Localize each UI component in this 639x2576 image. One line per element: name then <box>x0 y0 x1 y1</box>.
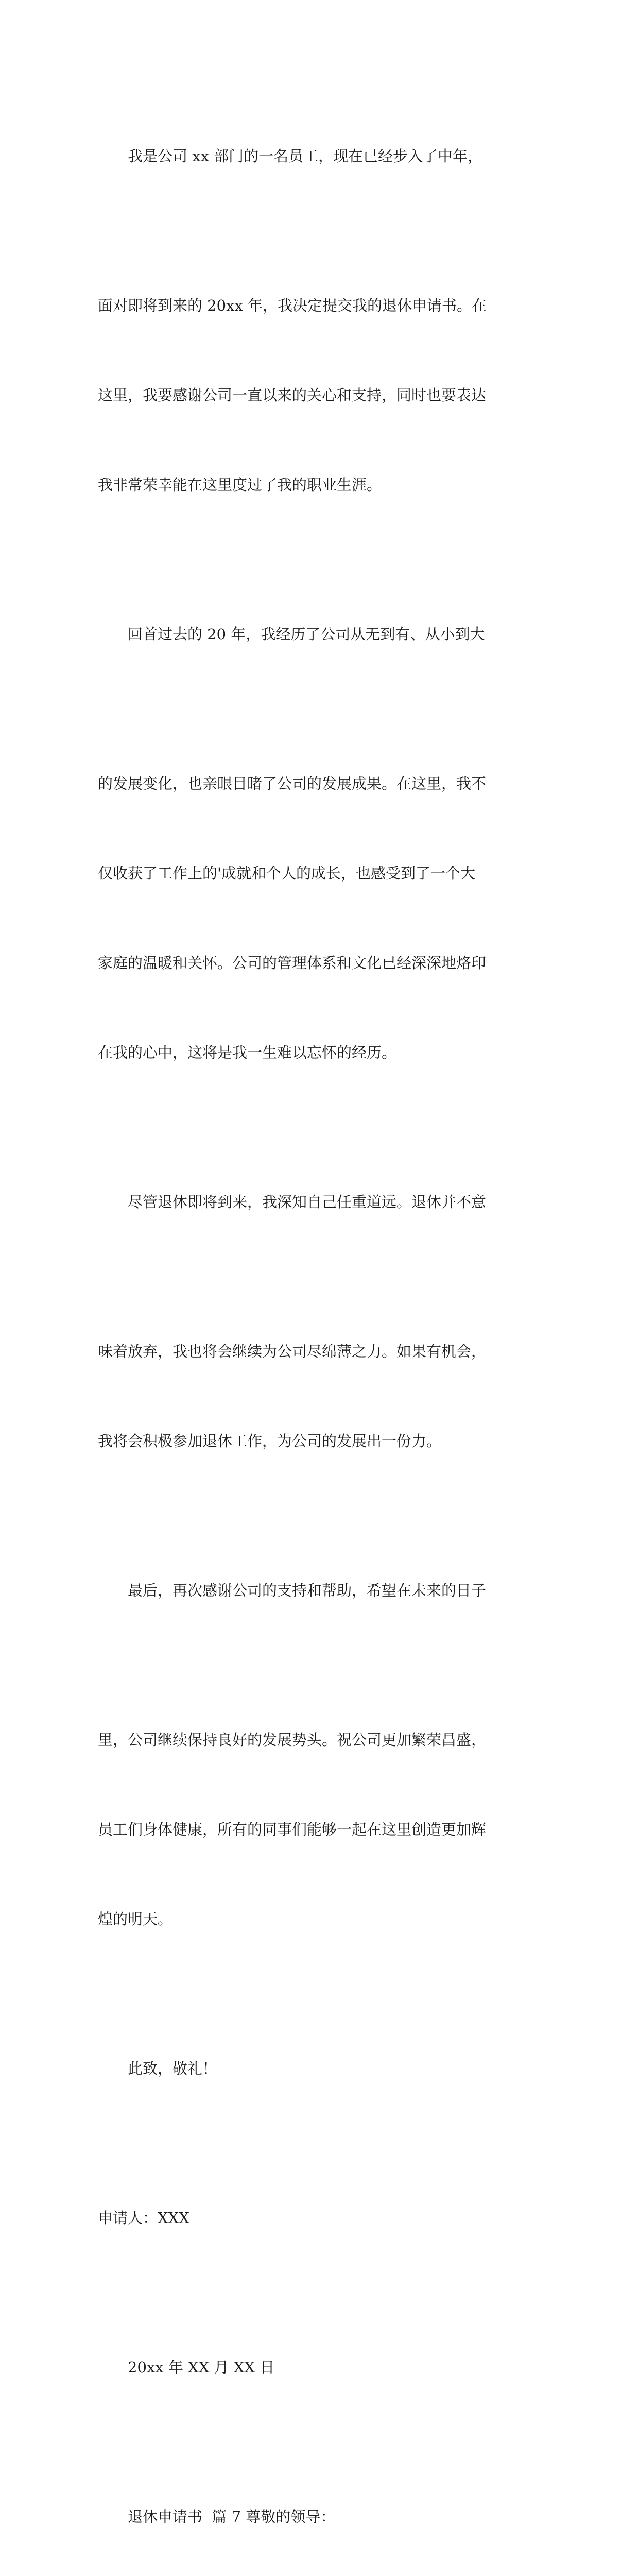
text-line: 的发展变化，也亲眼目睹了公司的发展成果。在这里，我不 <box>98 775 487 792</box>
text-line: 里，公司继续保持良好的发展势头。祝公司更加繁荣昌盛， <box>98 1731 487 1749</box>
text-line: 我将会积极参加退休工作，为公司的发展出一份力。 <box>98 1432 442 1450</box>
applicant-signature <box>98 2143 546 2293</box>
text-line: 我是公司 xx 部门的一名员工，现在已经步入了中年， <box>128 147 483 165</box>
text-line: 员工们身体健康，所有的同事们能够一起在这里创造更加辉 <box>98 1821 487 1838</box>
paragraph-3-cont <box>98 1277 546 1516</box>
letter-date <box>98 2293 546 2442</box>
next-letter-title <box>98 2442 546 2576</box>
text-line: 味着放弃，我也将会继续为公司尽绵薄之力。如果有机会， <box>98 1343 487 1360</box>
text-line: 尽管退休即将到来，我深知自己任重道远。退休并不意 <box>128 1193 487 1211</box>
paragraph-1-cont <box>98 231 546 560</box>
paragraph-4 <box>98 1516 546 1665</box>
paragraph-1 <box>98 81 546 231</box>
text-line: 煌的明天。 <box>98 1910 173 1928</box>
text-line: 最后，再次感谢公司的支持和帮助，希望在未来的日子 <box>128 1582 487 1599</box>
text-line: 家庭的温暖和关怀。公司的管理体系和文化已经深深地烙印 <box>98 954 487 972</box>
paragraph-2-cont <box>98 709 546 1127</box>
document-body <box>98 81 546 2576</box>
text-line: 我非常荣幸能在这里度过了我的职业生涯。 <box>98 476 382 494</box>
paragraph-2 <box>98 560 546 709</box>
text-line: 退休申请书 篇 7 尊敬的领导： <box>128 2508 336 2526</box>
paragraph-4-cont <box>98 1665 546 1994</box>
text-line: 仅收获了工作上的'成就和个人的成长，也感受到了一个大 <box>98 865 475 882</box>
text-line: 这里，我要感谢公司一直以来的关心和支持，同时也要表达 <box>98 386 487 404</box>
text-line: 在我的心中，这将是我一生难以忘怀的经历。 <box>98 1044 397 1061</box>
closing-salutation <box>98 1994 546 2143</box>
paragraph-3 <box>98 1127 546 1277</box>
text-line: 20xx 年 XX 月 XX 日 <box>128 2359 275 2376</box>
text-line: 申请人：XXX <box>98 2209 189 2227</box>
text-line: 面对即将到来的 20xx 年，我决定提交我的退休申请书。在 <box>98 297 487 314</box>
text-line: 此致，敬礼！ <box>128 2060 218 2077</box>
text-line: 回首过去的 20 年，我经历了公司从无到有、从小到大 <box>128 625 485 643</box>
